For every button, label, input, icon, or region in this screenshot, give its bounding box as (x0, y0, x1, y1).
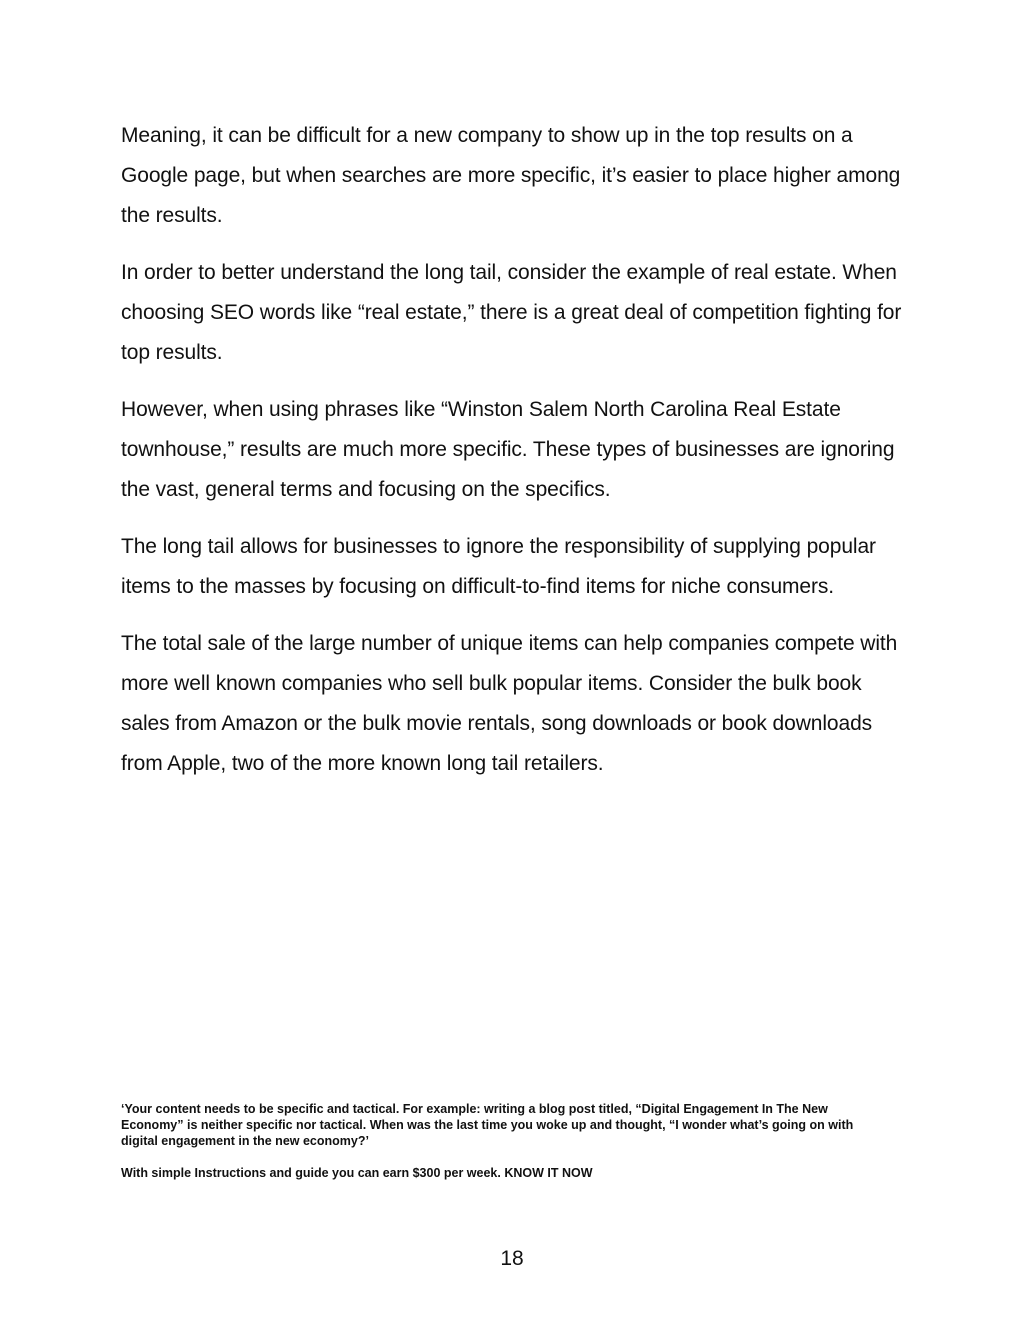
footnote (121, 1101, 891, 1181)
footnote-quote: ‘Your content needs to be specific and tactical. For example: writing a blog post titled, “Digital Engagement In The New Economy” is neither specific nor tactical. When was the last time you woke up and thought, “I wonder what’s going on with digital engagement in the new economy?’ (121, 1102, 854, 1148)
body-text (121, 116, 911, 801)
page-number: 18 (500, 1247, 524, 1270)
paragraph-4: The long tail allows for businesses to ignore the responsibility of supplying popular items to the masses by focusing on difficult-to-find items for niche consumers. (121, 535, 876, 598)
paragraph-5: The total sale of the large number of unique items can help companies compete with more well known companies who sell bulk popular items. Consider the bulk book sales from Amazon or the bulk movie rentals, song downloads or book downloads from Apple, two of the more known long tail retailers. (121, 632, 898, 775)
paragraph-3: However, when using phrases like “Winston Salem North Carolina Real Estate townhouse,” results are much more specific. These types of businesses are ignoring the vast, general terms and focusing on the specifics. (121, 398, 895, 501)
footnote-promo: With simple Instructions and guide you can earn $300 per week. KNOW IT NOW (121, 1166, 593, 1180)
paragraph-2: In order to better understand the long tail, consider the example of real estate. When choosing SEO words like “real estate,” there is a great deal of competition fighting for top results. (121, 261, 902, 364)
paragraph-1: Meaning, it can be difficult for a new company to show up in the top results on a Google page, but when searches are more specific, it’s easier to place higher among the results. (121, 124, 901, 227)
